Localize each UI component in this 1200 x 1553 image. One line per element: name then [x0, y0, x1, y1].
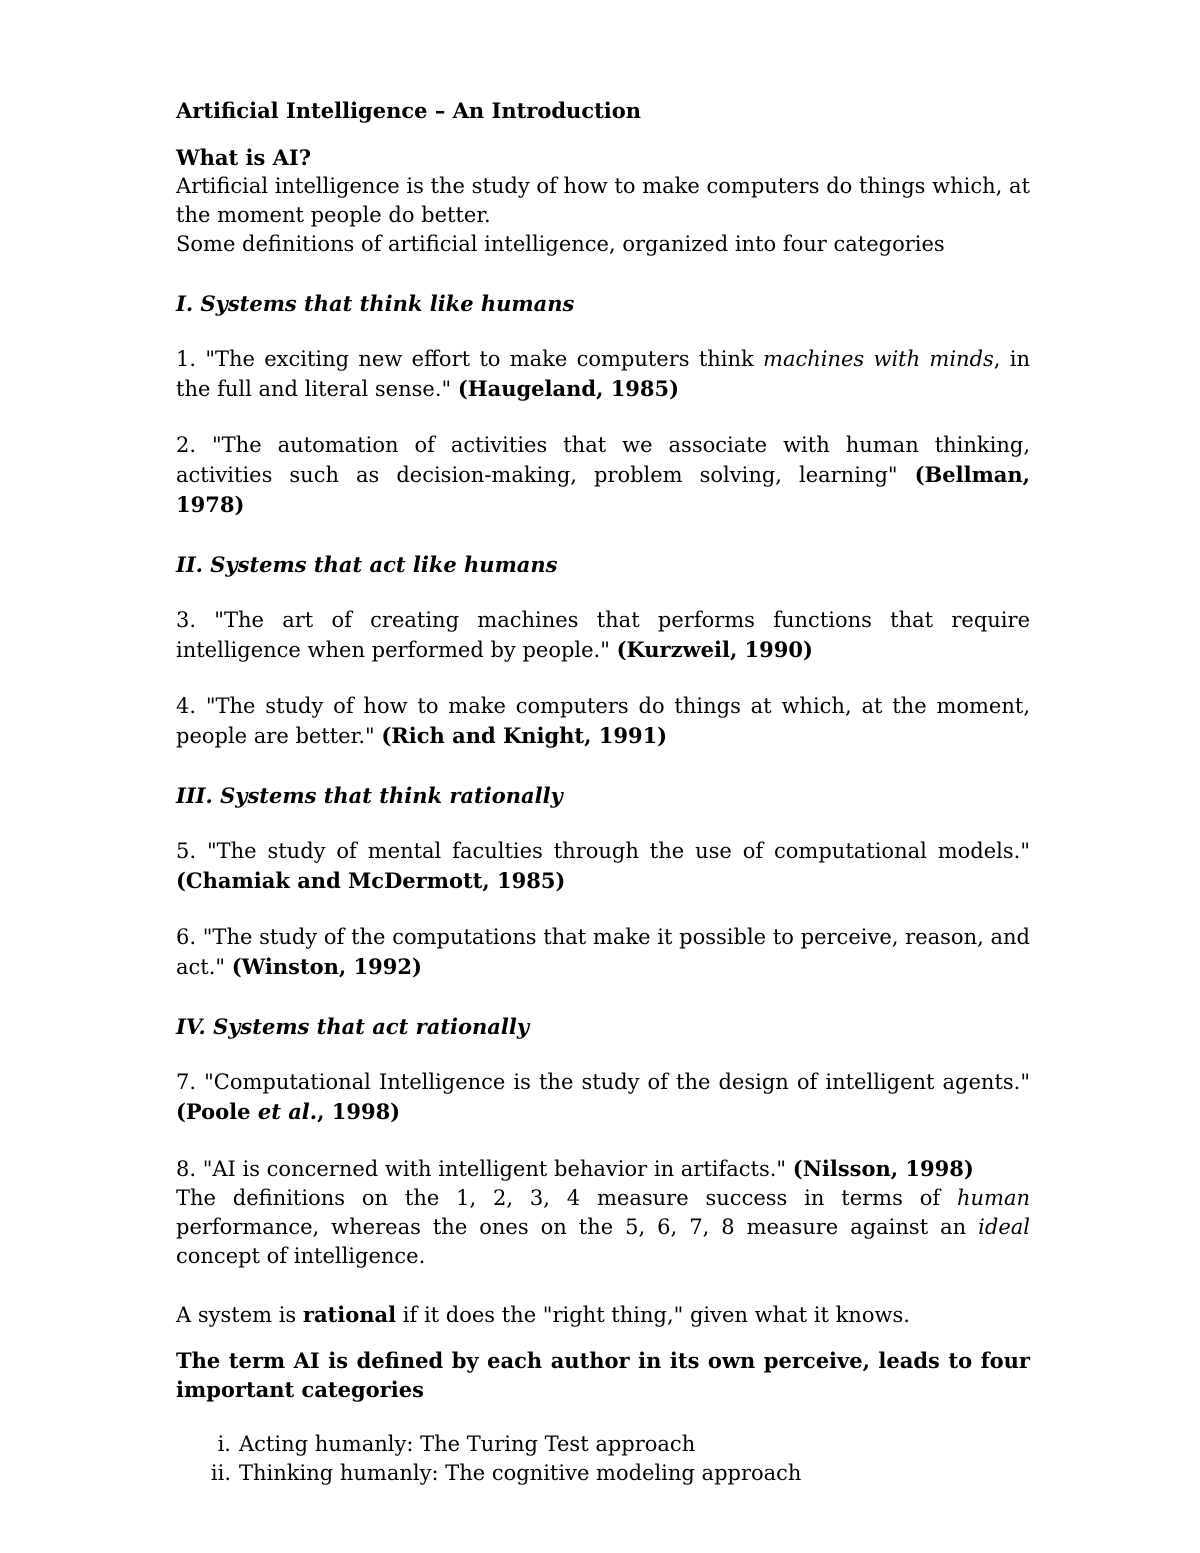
citation-et-al: et al. [257, 1099, 318, 1124]
definition-3 [176, 606, 1030, 665]
citation: (Nilsson, 1998) [792, 1156, 974, 1181]
measure-text: performance, whereas the ones on the 5, 6, 7, 8 measure against an [176, 1215, 979, 1239]
measure-paragraph [176, 1184, 1030, 1271]
list-item-number: ii. [210, 1461, 231, 1485]
definition-text: 3. "The art of creating machines that performs functions that require intelligence when performed by people." [176, 608, 1030, 662]
definition-text: 8. "AI is concerned with intelligent behavior in artifacts." [176, 1157, 793, 1181]
citation: (Haugeland, 1985) [457, 376, 680, 401]
definition-7 [176, 1068, 1030, 1127]
definition-text: 6. "The study of the computations that make it possible to perceive, reason, and act." [176, 925, 1030, 979]
section-heading-act-humans: II. Systems that act like humans [176, 552, 558, 577]
list-item [176, 1459, 1030, 1488]
definition-4 [176, 692, 1030, 751]
term-paragraph: The term AI is defined by each author in its own perceive, leads to four important categories [176, 1348, 1030, 1402]
definition-text: 7. "Computational Intelligence is the study of the design of intelligent agents." [176, 1070, 1030, 1094]
definition-text: , in the full and literal sense." [176, 347, 1030, 401]
question-heading: What is AI? [176, 145, 312, 170]
list-item-text: Thinking humanly: The cognitive modeling approach [239, 1461, 802, 1485]
definition-emphasis: machines with minds [763, 347, 994, 371]
citation-part: , 1998) [317, 1099, 401, 1124]
definition-5 [176, 837, 1030, 896]
citation: (Rich and Knight, 1991) [381, 723, 668, 748]
definition-8 [176, 1154, 1030, 1184]
intro-categories-text: Some definitions of artificial intelligence, organized into four categories [176, 232, 945, 256]
section-heading-act-rationally: IV. Systems that act rationally [176, 1014, 530, 1039]
document-page [176, 96, 1030, 1488]
citation-part: (Poole [176, 1099, 258, 1124]
definition-1 [176, 345, 1030, 404]
section-heading-think-humans: I. Systems that think like humans [176, 291, 575, 316]
list-item [176, 1430, 1030, 1459]
definition-text: 5. "The study of mental faculties through the use of computational models." [176, 839, 1030, 863]
citation: (Winston, 1992) [231, 954, 422, 979]
rational-text: if it does the "right thing," given what it knows. [396, 1303, 910, 1327]
measure-emphasis-ideal: ideal [978, 1215, 1030, 1239]
definition-2 [176, 431, 1030, 520]
measure-text: The definitions on the 1, 2, 3, 4 measure success in terms of [176, 1186, 957, 1210]
measure-text: concept of intelligence. [176, 1244, 426, 1268]
citation: (Kurzweil, 1990) [616, 637, 813, 662]
section-heading-think-rationally: III. Systems that think rationally [176, 783, 563, 808]
citation [176, 1099, 400, 1124]
definition-text: 1. "The exciting new effort to make computers think [176, 347, 764, 371]
document-title: Artificial Intelligence – An Introduction [176, 98, 642, 123]
citation: (Chamiak and McDermott, 1985) [176, 868, 566, 893]
definition-text: 2. "The automation of activities that we associate with human thinking, activities such as decision-making, problem solving, learning" [176, 433, 1030, 487]
list-item-number: i. [217, 1432, 231, 1456]
definition-6 [176, 923, 1030, 982]
definition-text: 4. "The study of how to make computers do things at which, at the moment, people are better." [176, 694, 1030, 748]
list-item-text: Acting humanly: The Turing Test approach [239, 1432, 696, 1456]
intro-paragraph: Artificial intelligence is the study of how to make computers do things which, at the moment people do better. [176, 174, 1030, 227]
citation: (Bellman, 1978) [176, 462, 1030, 517]
rational-text: A system is [176, 1303, 303, 1327]
rational-strong: rational [302, 1302, 397, 1327]
rational-paragraph [176, 1300, 1030, 1330]
measure-emphasis-human: human [956, 1186, 1030, 1210]
approach-list [176, 1430, 1030, 1488]
